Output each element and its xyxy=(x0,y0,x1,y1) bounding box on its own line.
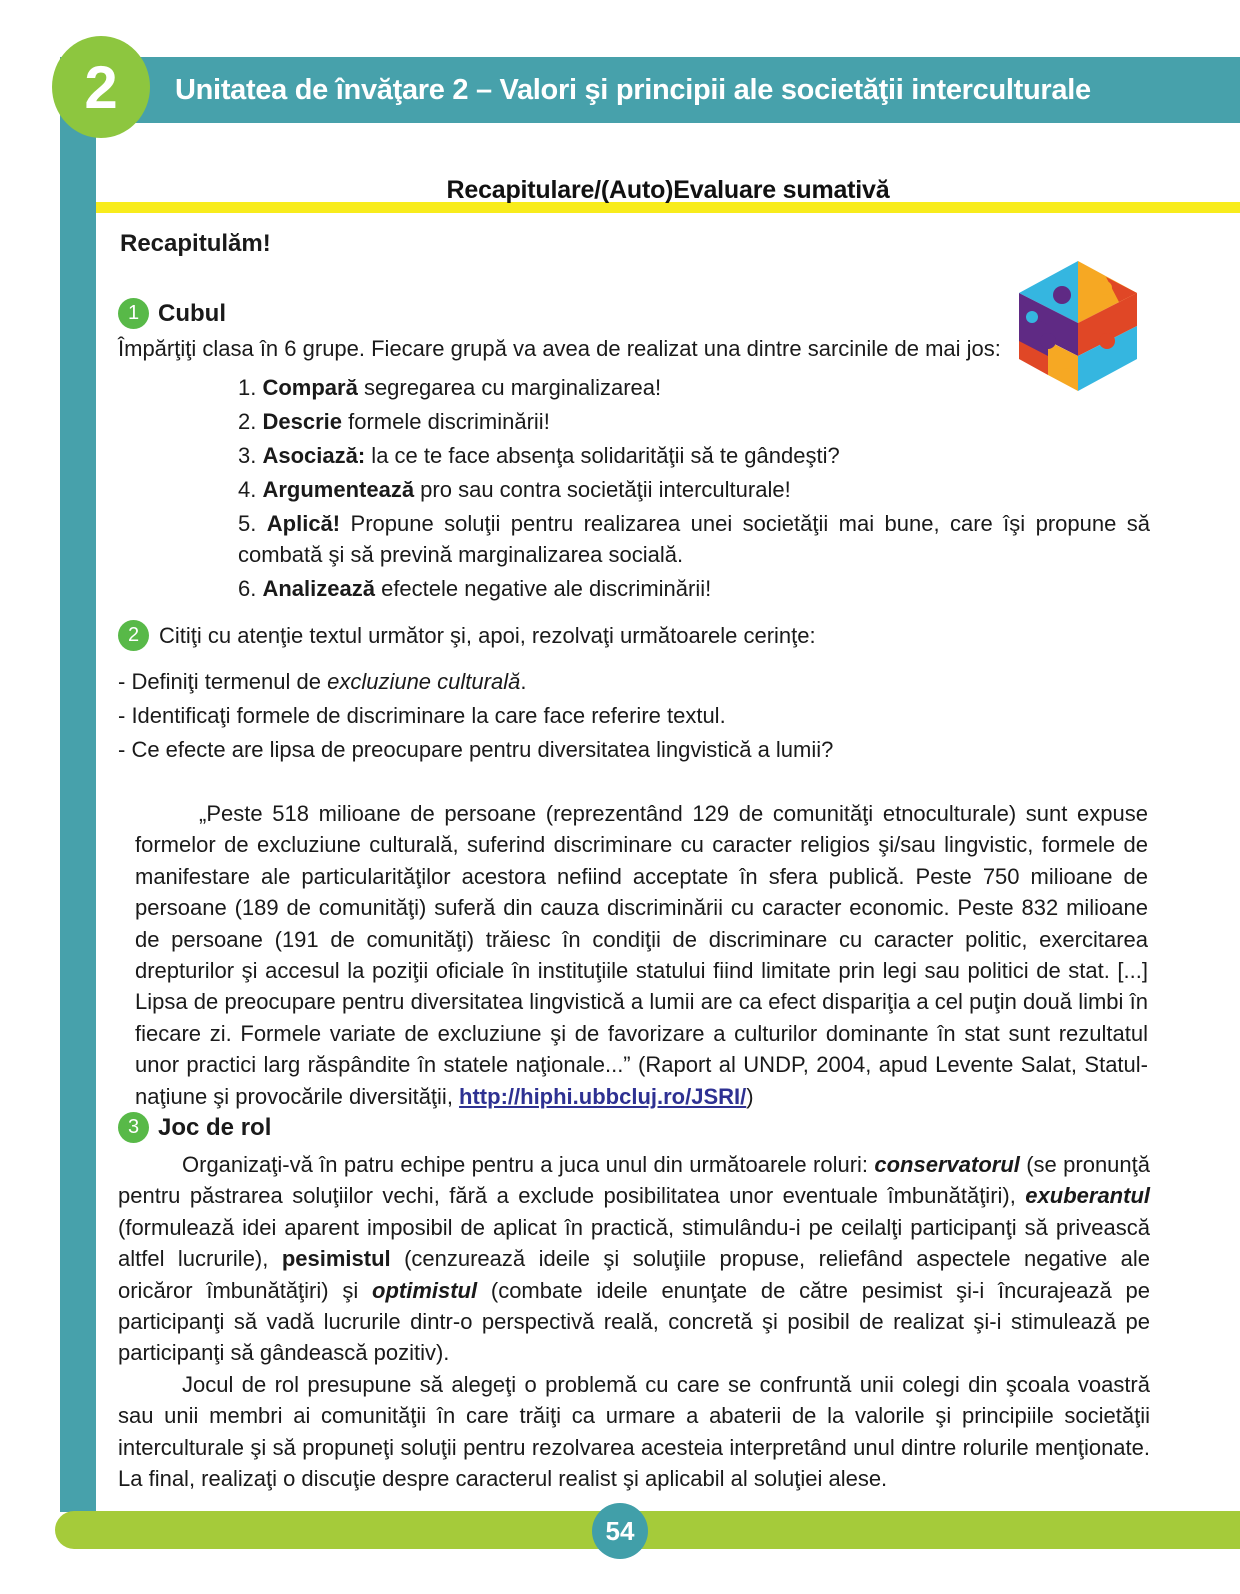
activity-3-number-badge xyxy=(118,1112,149,1143)
task-item-3: 3. Asociază: la ce te face absenţa solidarităţii să te gândeşti? xyxy=(238,443,840,468)
activity-3-title: Joc de rol xyxy=(158,1114,272,1141)
requirement-item-2: - Identificaţi formele de discriminare la care face referire textul. xyxy=(118,703,726,728)
section-heading: Recapitulare/(Auto)Evaluare sumativă xyxy=(446,176,890,204)
activity-cubul xyxy=(118,298,1150,607)
activity-1-number-badge xyxy=(118,298,149,329)
task-item-2: 2. Descrie formele discriminării! xyxy=(238,409,550,434)
activity-1-title: Cubul xyxy=(158,300,226,327)
puzzle-cube-illustration xyxy=(1006,255,1150,395)
activity-2-number: 2 xyxy=(127,624,140,646)
source-link[interactable]: http://hiphi.ubbcluj.ro/JSRI/ xyxy=(459,1083,747,1109)
task-list xyxy=(238,372,1150,604)
activity-2-header xyxy=(118,620,1150,651)
activity-1-header xyxy=(118,298,1150,329)
recap-label: Recapitulăm! xyxy=(120,230,271,257)
quoted-source-text: „Peste 518 milioane de persoane (reprezentând 129 de comunităţi etnoculturale) sunt expuse formelor de excluziune culturală, suferind discriminare cu caracter religios şi/sau lingvistic, formele de manifestare ale particularităţilor acestora nefiind acceptate în sfera publică. Peste 750 milioane de persoane (189 de comunităţi) suferă din cauza discriminării cu caracter economic. Peste 832 milioane de persoane (191 de comunităţi) trăiesc în condiţii de discriminare cu caracter politic, exercitarea drepturilor şi accesul la poziţii oficiale în instituţiile statului fiind limitate prin legi sau politici de stat. [...] Lipsa de preocupare pentru diversitatea lingvistică a lumii are ca efect dispariţia a cel puţin două limbi în fiecare zi. Formele variate de excluziune şi de favorizare a culturilor dominante în stat sunt rezultatul unor practici larg răspândite în statele naţionale...” (Raport al UNDP, 2004, apud Levente Salat, Statul-naţiune şi provocările diversităţii, http://hiphi.ubbcluj.ro/JSRI/) xyxy=(135,801,1148,1109)
roleplay-paragraph-2: Jocul de rol presupune să alegeţi o problemă cu care se confruntă unii colegi din şcoala voastră sau unii membri ai comunităţii în care trăiţi ca urmare a abaterii de la valorile şi principiile societăţii interculturale şi să propuneţi soluţii pentru rezolvarea acesteia interpretând unul dintre rolurile menţionate. La final, realizaţi o discuţie despre caracterul realist şi aplicabil al soluţiei alese. xyxy=(118,1371,1150,1492)
roleplay-paragraph-1: Organizaţi-vă în patru echipe pentru a juca unul din următoarele roluri: conservatorul (se pronunţă pentru păstrarea soluţiilor vechi, fără a exclude posibilitatea unor eventuale îmbunătăţiri), exuberantul (formulează idei aparent imposibil de aplicat în practică, stimulându-i pe ceilalţi participanţi să privească altfel lucrurile), pesimistul (cenzurează ideile şi soluţiile propuse, reliefând aspectele negative ale oricăror îmbunătăţiri) şi optimistul (combate ideile enunţate de către pesimist şi-i încurajează pe participanţi să vadă lucrurile dintr-o perspectivă reală, concretă şi posibil de realizat şi-i stimulează pe participanţi să gândească pozitiv). xyxy=(118,1152,1150,1366)
activity-2-number-badge xyxy=(118,620,149,651)
page-number: 54 xyxy=(605,1515,635,1546)
unit-title: Unitatea de învăţare 2 – Valori şi principii ale societăţii interculturale xyxy=(175,74,1091,106)
task-item-5: 5. Aplică! Propune soluţii pentru realizarea unei societăţii mai bune, care îşi propune să combată şi să prevină marginalizarea socială. xyxy=(238,511,1150,567)
left-accent-strip xyxy=(60,60,96,1512)
unit-header-bar xyxy=(60,57,1240,123)
activity-text-analysis xyxy=(118,620,1150,767)
task-item-6: 6. Analizează efectele negative ale discriminării! xyxy=(238,576,712,601)
unit-number-badge xyxy=(52,36,150,138)
activity-2-intro: Citiţi cu atenţie textul următor şi, apoi, rezolvaţi următoarele cerinţe: xyxy=(159,623,816,648)
task-item-4: 4. Argumentează pro sau contra societăţii interculturale! xyxy=(238,477,791,502)
activity-3-header xyxy=(118,1112,1150,1143)
activity-3-number: 3 xyxy=(127,1116,140,1138)
page-number-badge xyxy=(592,1503,648,1559)
requirement-item-1: - Definiţi termenul de excluziune culturală. xyxy=(118,669,527,694)
requirement-item-3: - Ce efecte are lipsa de preocupare pentru diversitatea lingvistică a lumii? xyxy=(118,737,834,762)
activity-1-number: 1 xyxy=(127,302,140,324)
task-item-1: 1. Compară segregarea cu marginalizarea! xyxy=(238,375,662,400)
requirement-list xyxy=(118,665,1150,767)
activity-1-intro: Împărţiţi clasa în 6 grupe. Fiecare grupă va avea de realizat una dintre sarcinile de mai jos: xyxy=(118,336,1001,361)
unit-number: 2 xyxy=(84,53,118,121)
activity-joc-de-rol xyxy=(118,1112,1150,1494)
